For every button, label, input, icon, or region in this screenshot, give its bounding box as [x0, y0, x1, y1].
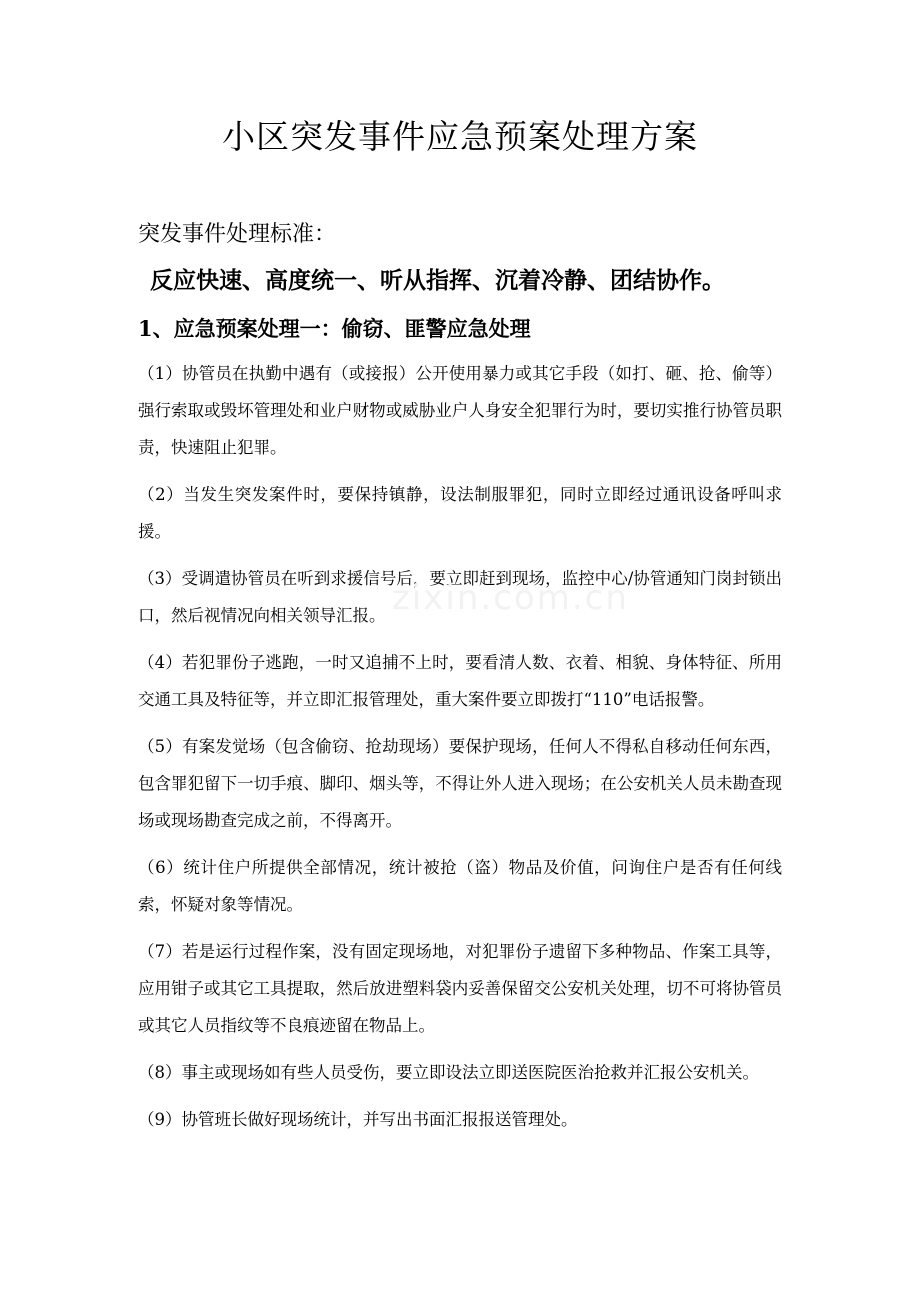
paragraph-9: （9）协管班长做好现场统计，并写出书面汇报报送管理处。 — [138, 1110, 578, 1129]
paragraph-7: （7）若是运行过程作案，没有固定现场地，对犯罪份子遗留下多种物品、作案工具等，应用钳子或其它工具提取，然后放进塑料袋内妥善保留交公安机关处理，切不可将协管员或其它人员指纹等不良痕迹留在物品上。 — [138, 942, 782, 1035]
body-text — [138, 355, 782, 1148]
standard-text: 反应快速、高度统一、听从指挥、沉着冷静、团结协作。 — [150, 267, 725, 294]
paragraph-4: （4）若犯罪份子逃跑，一时又追捕不上时，要看清人数、衣着、相貌、身体特征、所用交通工具及特征等，并立即汇报管理处，重大案件要立即拨打“110”电话报警。 — [138, 653, 782, 709]
paragraph-5: （5）有案发觉场（包含偷窃、抢劫现场）要保护现场，任何人不得私自移动任何东西，包含罪犯留下一切手痕、脚印、烟头等，不得让外人进入现场；在公安机关人员未勘查现场或现场勘查完成之前，不得离开。 — [138, 737, 782, 830]
paragraph-8: （8）事主或现场如有些人员受伤，要立即设法立即送医院医治抢救并汇报公安机关。 — [138, 1063, 759, 1082]
paragraph-1: （1）协管员在执勤中遇有（或接报）公开使用暴力或其它手段（如打、砸、抢、偷等）强行索取或毁坏管理处和业户财物或威胁业户人身安全犯罪行为时，要切实推行协管员职责，快速阻止犯罪。 — [138, 364, 782, 457]
section-heading: 1、应急预案处理一：偷窃、匪警应急处理 — [138, 316, 531, 341]
paragraph-3: （3）受调遣协管员在听到求援信号后，要立即赶到现场，监控中心/协管通知门岗封锁出口，然后视情况向相关领导汇报。 — [138, 569, 782, 625]
document-title: 小区突发事件应急预案处理方案 — [222, 117, 698, 156]
paragraph-2: （2）当发生突发案件时，要保持镇静，设法制服罪犯，同时立即经过通讯设备呼叫求援。 — [138, 485, 782, 541]
watermark: zixin.com.cn — [392, 578, 629, 618]
standard-label: 突发事件处理标准： — [138, 222, 337, 247]
paragraph-6: （6）统计住户所提供全部情况，统计被抢（盗）物品及价值，问询住户是否有任何线索，怀疑对象等情况。 — [138, 858, 782, 914]
